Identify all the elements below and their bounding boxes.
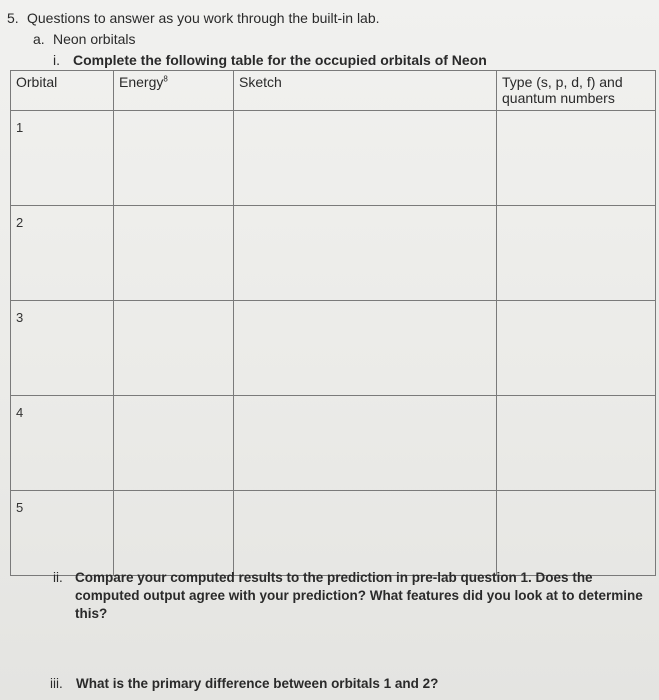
orbital-cell bbox=[11, 491, 114, 576]
part-a bbox=[33, 31, 136, 47]
orbital-cell bbox=[11, 111, 114, 206]
type-cell[interactable] bbox=[497, 206, 656, 301]
orbital-number: 3 bbox=[16, 310, 24, 325]
part-ii-label: ii. bbox=[53, 570, 63, 585]
header-sketch: Sketch bbox=[234, 71, 497, 111]
type-cell[interactable] bbox=[497, 491, 656, 576]
header-energy-label: Energy bbox=[119, 74, 164, 90]
header-type-line2: quantum numbers bbox=[502, 90, 615, 106]
orbital-cell bbox=[11, 206, 114, 301]
table-row bbox=[11, 111, 656, 206]
type-cell[interactable] bbox=[497, 396, 656, 491]
part-iii bbox=[50, 676, 438, 691]
part-ii bbox=[53, 569, 643, 623]
sketch-cell[interactable] bbox=[234, 491, 497, 576]
header-orbital: Orbital bbox=[11, 71, 114, 111]
sketch-cell[interactable] bbox=[234, 396, 497, 491]
part-a-text: Neon orbitals bbox=[53, 31, 136, 47]
orbital-number: 5 bbox=[16, 500, 24, 515]
orbital-cell bbox=[11, 396, 114, 491]
orbital-number: 2 bbox=[16, 215, 24, 230]
orbitals-table bbox=[10, 70, 656, 576]
table-row bbox=[11, 491, 656, 576]
sketch-cell[interactable] bbox=[234, 206, 497, 301]
part-iii-label: iii. bbox=[50, 676, 63, 691]
question-5 bbox=[7, 10, 380, 26]
energy-cell[interactable] bbox=[114, 111, 234, 206]
table-row bbox=[11, 396, 656, 491]
part-i-text: Complete the following table for the occupied orbitals of Neon bbox=[73, 52, 487, 68]
part-iii-text: What is the primary difference between orbitals 1 and 2? bbox=[76, 676, 439, 691]
table-row bbox=[11, 301, 656, 396]
sketch-cell[interactable] bbox=[234, 301, 497, 396]
part-i bbox=[53, 52, 487, 68]
header-energy bbox=[114, 71, 234, 111]
orbital-cell bbox=[11, 301, 114, 396]
type-cell[interactable] bbox=[497, 111, 656, 206]
question-5-text: Questions to answer as you work through the built-in lab. bbox=[27, 10, 380, 26]
question-5-number: 5. bbox=[7, 10, 19, 26]
header-type bbox=[497, 71, 656, 111]
header-energy-superscript: 8 bbox=[163, 74, 168, 84]
type-cell[interactable] bbox=[497, 301, 656, 396]
energy-cell[interactable] bbox=[114, 491, 234, 576]
part-ii-text: Compare your computed results to the prediction in pre-lab question 1. Does the computed output agree with your prediction? What features did you look at to determine this? bbox=[75, 570, 643, 621]
energy-cell[interactable] bbox=[114, 301, 234, 396]
orbital-number: 1 bbox=[16, 120, 24, 135]
part-a-label: a. bbox=[33, 31, 45, 47]
part-i-label: i. bbox=[53, 52, 60, 68]
energy-cell[interactable] bbox=[114, 206, 234, 301]
table-header-row bbox=[11, 71, 656, 111]
orbital-number: 4 bbox=[16, 405, 24, 420]
table-row bbox=[11, 206, 656, 301]
sketch-cell[interactable] bbox=[234, 111, 497, 206]
energy-cell[interactable] bbox=[114, 396, 234, 491]
header-type-line1: Type (s, p, d, f) and bbox=[502, 74, 623, 90]
